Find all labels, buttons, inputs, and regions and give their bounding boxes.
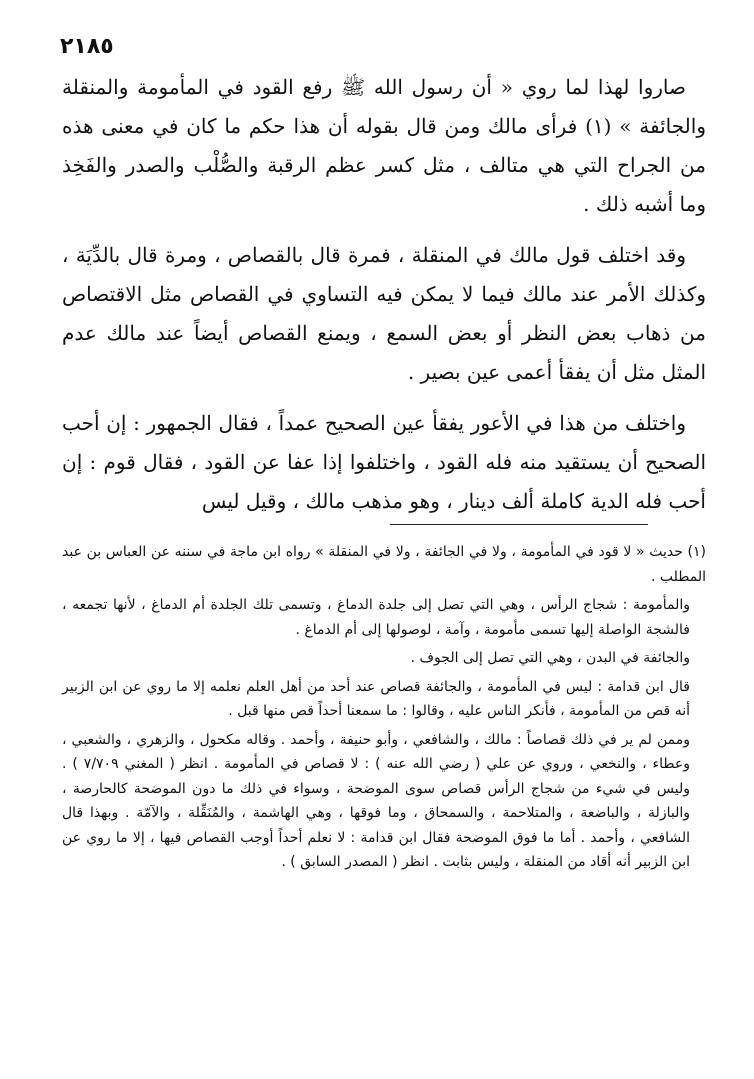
footnote: وممن لم ير في ذلك قصاصاً : مالك ، والشافعي ، وأبو حنيفة ، وأحمد . وقاله مكحول ، والزهري ، والشعبي ، وعطاء ، والنخعي ، وروي عن علي ( رضي الله عنه ) : لا قصاص في المأمومة . انظر ( المغني ٧/٧٠٩ ) . وليس في شيء من شجاج الرأس قصاص سوى الموضحة ، وسواء في ذلك ما دون الموضحة كالحارصة ، والبازلة ، والباضعة ، والمتلاحمة ، والسمحاق ، وما فوقها ، وهي الهاشمة ، والمُنَقِّلة ، والآمّة . وبهذا قال الشافعي ، وأحمد . أما ما فوق الموضحة فقال ابن قدامة : لا نعلم أحداً أوجب القصاص فيها ، إلا ما روي عن ابن الزبير أنه أقاد من المنقلة ، وليس بثابت . انظر ( المصدر السابق ) .: [62, 731, 691, 870]
main-text-body: [62, 68, 706, 533]
footnote: قال ابن قدامة : ليس في المأمومة ، والجائفة قصاص عند أحد من أهل العلم نعلمه إلا ما روي عن ابن الزبير أنه قص من المأمومة ، فأنكر الناس عليه ، وقالوا : ما سمعنا أحداً قص منها قبل .: [62, 678, 690, 719]
footnote: (١) حديث « لا قود في المأمومة ، ولا في الجائفة ، ولا في المنقلة » رواه ابن ماجة في سننه عن العباس بن عبد المطلب .: [62, 544, 706, 585]
footnotes-section: [62, 540, 706, 879]
footnote: والمأمومة : شجاج الرأس ، وهي التي تصل إلى جلدة الدماغ ، وتسمى تلك الجلدة أم الدماغ ، لأنها تجمعه ، فالشجة الواصلة إليها تسمى مأمومة ، وآمة ، لوصولها إلى أم الدماغ .: [62, 597, 690, 638]
footnote: والجائفة في البدن ، وهي التي تصل إلى الجوف .: [410, 650, 690, 666]
main-paragraph: وقد اختلف قول مالك في المنقلة ، فمرة قال بالقصاص ، ومرة قال بالدِّيَة ، وكذلك الأمر عند مالك فيما لا يمكن فيه التساوي في القصاص مثل الاقتصاص من ذهاب بعض النظر أو بعض السمع ، ويمنع القصاص أيضاً عند مالك عدم المثل مثل أن يفقأ أعمى عين بصير .: [62, 243, 706, 384]
main-paragraph: صاروا لهذا لما روي « أن رسول الله ﷺ رفع القود في المأمومة والمنقلة والجائفة » (١) فرأى مالك ومن قال بقوله أن هذا حكم ما كان في معنى هذه من الجراح التي هي متالف ، مثل كسر عظم الرقبة والصُّلْب والصدر والفَخِذ وما أشبه ذلك .: [62, 75, 706, 216]
page-number: ٢١٨٥: [60, 34, 114, 59]
footnote-divider: [390, 524, 648, 525]
main-paragraph: واختلف من هذا في الأعور يفقأ عين الصحيح عمداً ، فقال الجمهور : إن أحب الصحيح أن يستقيد منه فله القود ، واختلفوا إذا عفا عن القود ، فقال قوم : إن أحب فله الدية كاملة ألف دينار ، وهو مذهب مالك ، وقيل ليس: [62, 411, 706, 513]
